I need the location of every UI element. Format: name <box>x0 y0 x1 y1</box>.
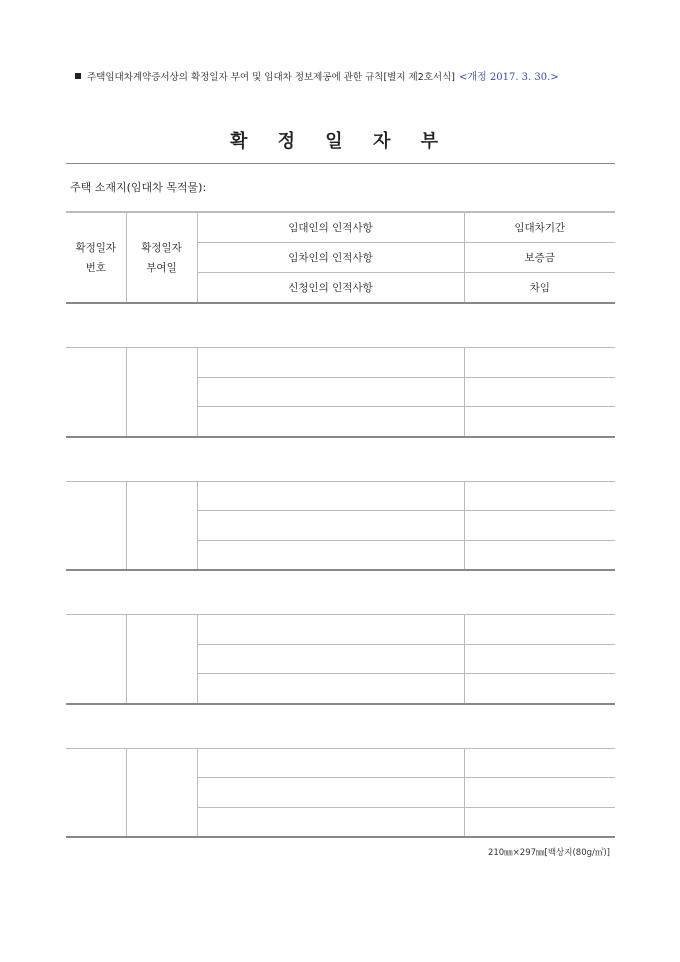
entry-number-cell[interactable] <box>66 348 126 437</box>
entry-spacer <box>66 438 615 481</box>
entry-spacer <box>66 705 615 748</box>
entry-tenant-cell[interactable] <box>197 778 464 808</box>
col-header-tenant: 임차인의 인적사항 <box>197 243 464 273</box>
entry-date-cell[interactable] <box>126 748 197 837</box>
entry-landlord-cell[interactable] <box>197 481 464 511</box>
entry-landlord-cell[interactable] <box>197 615 464 645</box>
entry-date-cell[interactable] <box>126 348 197 437</box>
entry-tenant-cell[interactable] <box>197 644 464 674</box>
col-header-landlord: 임대인의 인적사항 <box>197 213 464 243</box>
col-header-rent: 차임 <box>464 273 615 304</box>
entry-lease-period-cell[interactable] <box>464 748 615 778</box>
entry-lease-period-cell[interactable] <box>464 481 615 511</box>
entry-applicant-cell[interactable] <box>197 674 464 704</box>
paper-spec: 210㎜×297㎜[백상지(80g/㎡)] <box>487 848 610 858</box>
entry-deposit-cell[interactable] <box>464 377 615 407</box>
col-header-number <box>66 213 126 304</box>
entry-number-cell[interactable] <box>66 748 126 837</box>
location-label: 주택 소재지(임대차 목적물): <box>70 181 207 194</box>
entry-applicant-cell[interactable] <box>197 407 464 437</box>
revision-date: <개정 2017. 3. 30.> <box>459 72 559 83</box>
entry-lease-period-cell[interactable] <box>464 615 615 645</box>
entry-rent-cell[interactable] <box>464 674 615 704</box>
location-field[interactable] <box>66 164 615 212</box>
entry-date-cell[interactable] <box>126 481 197 570</box>
entry-block <box>66 614 615 705</box>
entry-rent-cell[interactable] <box>464 540 615 570</box>
entry-applicant-cell[interactable] <box>197 807 464 837</box>
entry-deposit-cell[interactable] <box>464 511 615 541</box>
page-title: 확 정 일 자 부 <box>229 131 450 152</box>
entry-block <box>66 481 615 572</box>
entry-block <box>66 347 615 438</box>
header-table <box>66 212 615 304</box>
entry-date-cell[interactable] <box>126 615 197 704</box>
entry-rent-cell[interactable] <box>464 807 615 837</box>
form-reference-note <box>75 68 559 83</box>
col-header-number-line2: 번호 <box>85 261 106 274</box>
col-header-number-line1: 확정일자 <box>75 241 117 254</box>
entry-tenant-cell[interactable] <box>197 511 464 541</box>
entry-number-cell[interactable] <box>66 615 126 704</box>
entry-rent-cell[interactable] <box>464 407 615 437</box>
entry-spacer <box>66 571 615 614</box>
form-reference-text: 주택임대차계약증서상의 확정일자 부여 및 임대차 정보제공에 관한 규칙[별지 제2호서식] <box>87 72 455 83</box>
registry-form <box>66 163 615 838</box>
col-header-deposit: 보증금 <box>464 243 615 273</box>
entry-tenant-cell[interactable] <box>197 377 464 407</box>
col-header-applicant: 신청인의 인적사항 <box>197 273 464 304</box>
square-bullet-icon <box>75 73 81 79</box>
entries-container <box>66 304 615 838</box>
col-header-date <box>126 213 197 304</box>
entry-block <box>66 748 615 839</box>
entry-landlord-cell[interactable] <box>197 748 464 778</box>
entry-applicant-cell[interactable] <box>197 540 464 570</box>
col-header-date-line2: 부여일 <box>146 261 177 274</box>
entry-spacer <box>66 304 615 347</box>
entry-deposit-cell[interactable] <box>464 778 615 808</box>
entry-lease-period-cell[interactable] <box>464 348 615 378</box>
col-header-date-line1: 확정일자 <box>141 241 182 254</box>
entry-number-cell[interactable] <box>66 481 126 570</box>
entry-deposit-cell[interactable] <box>464 644 615 674</box>
col-header-lease-period: 임대차기간 <box>464 213 615 243</box>
entry-landlord-cell[interactable] <box>197 348 464 378</box>
